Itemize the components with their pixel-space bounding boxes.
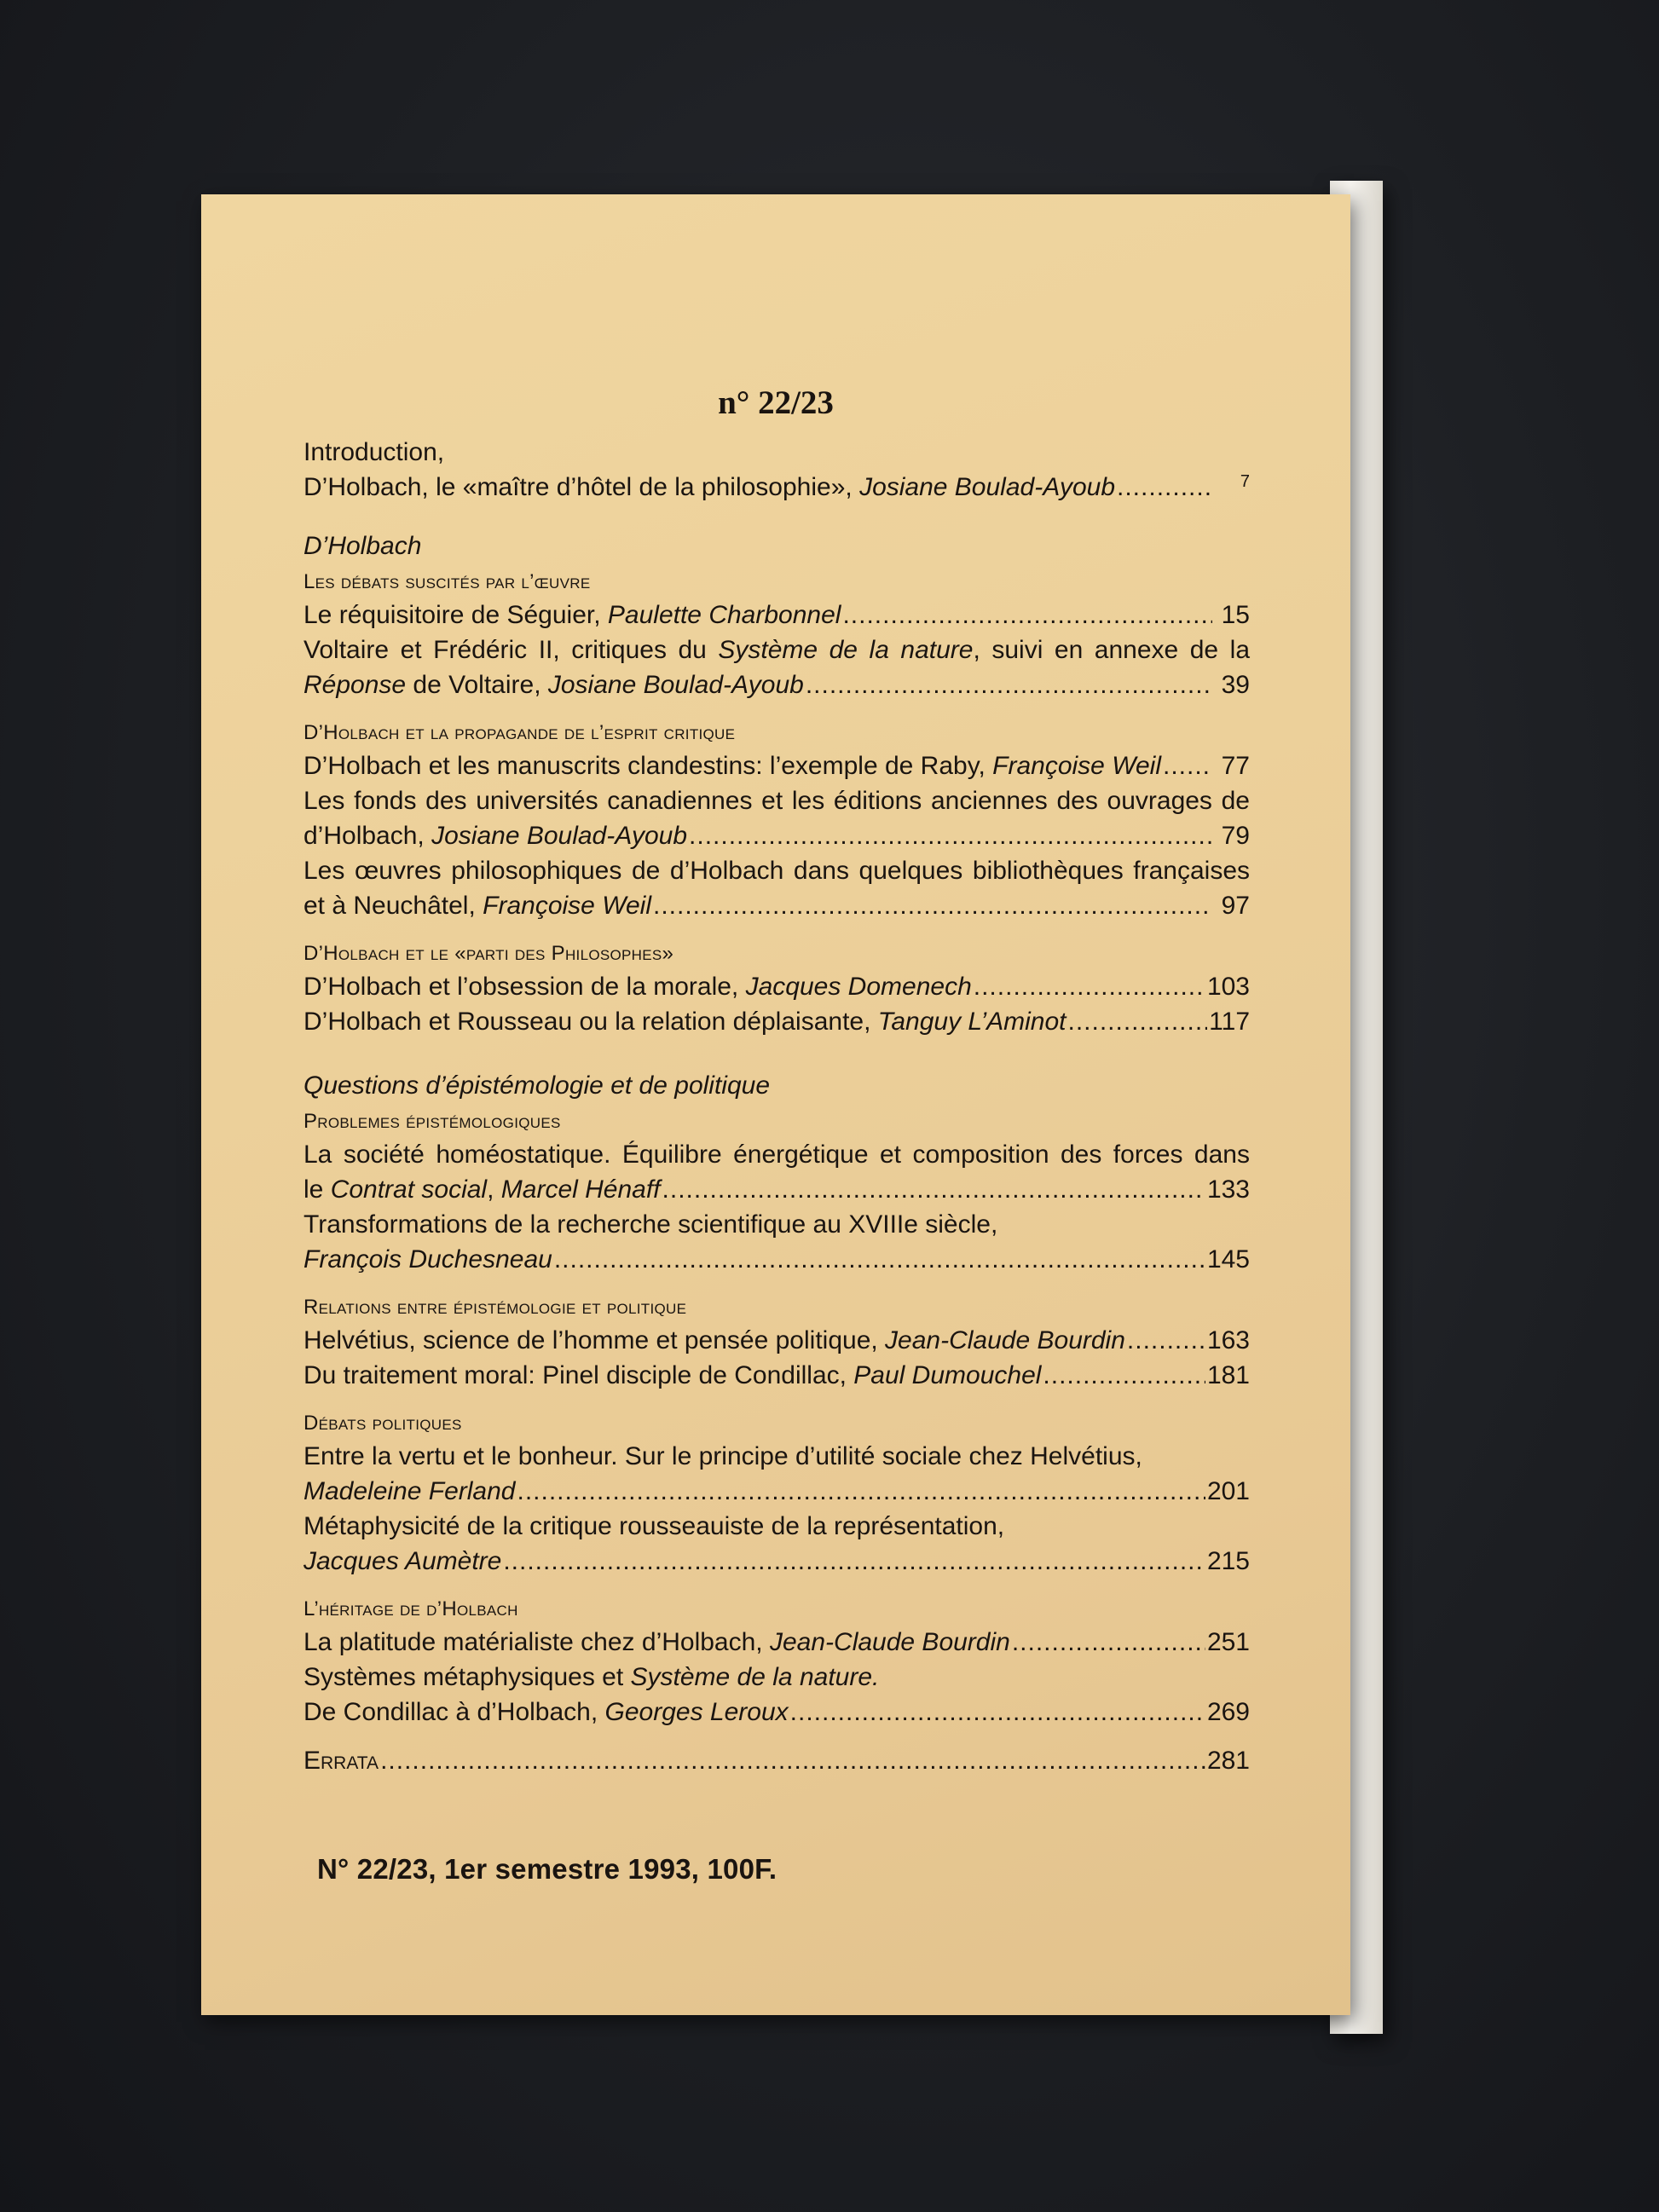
toc-entry <box>303 818 1250 853</box>
entry-author: Georges Leroux <box>604 1698 789 1726</box>
leader-dots <box>1117 470 1212 505</box>
leader-dots <box>503 1544 1205 1579</box>
toc-entry <box>303 1625 1250 1660</box>
subsection-heading: Relations entre épistémologie et politique <box>303 1296 687 1319</box>
leader-dots <box>1043 1358 1205 1393</box>
leader-dots <box>1012 1625 1205 1660</box>
page-number: 7 <box>1240 472 1250 491</box>
entry-author: François Duchesneau <box>303 1245 552 1273</box>
entry-title: Du traitement moral: Pinel disciple de Condillac, <box>303 1361 854 1389</box>
toc-entry-line: Les œuvres philosophiques de d’Holbach dans quelques bibliothèques françaises <box>303 857 1250 885</box>
entry-title: et à Neuchâtel, <box>303 892 483 920</box>
entry-title: De Condillac à d’Holbach, <box>303 1698 605 1726</box>
entry-author: Jacques Domenech <box>745 973 972 1001</box>
subsection-heading: Problemes épistémologiques <box>303 1110 561 1133</box>
table-of-contents <box>303 435 1250 1778</box>
work-title: Réponse <box>303 671 407 699</box>
toc-entry-line: Transformations de la recherche scientifique au XVIIIe siècle, <box>303 1210 998 1239</box>
entry-author: Josiane Boulad-Ayoub <box>859 473 1116 501</box>
issue-heading: n° 22/23 <box>718 384 834 421</box>
toc-entry: Réponse de Voltaire, Josiane Boulad-Ayoub ..... 39 <box>303 667 1250 702</box>
subsection-heading: D’Holbach et la propagande de l’esprit critique <box>303 721 736 744</box>
entry-author: Josiane Boulad-Ayoub <box>547 671 804 699</box>
page-number: 201 <box>1206 1477 1250 1505</box>
subsection-heading: Les débats suscités par l’œuvre <box>303 570 591 593</box>
entry-author: Jean-Claude Bourdin <box>769 1628 1010 1656</box>
entry-author: Françoise Weil <box>483 892 651 920</box>
page-number: 163 <box>1206 1326 1250 1354</box>
page-number: 103 <box>1206 973 1250 1001</box>
entry-author: Paulette Charbonnel <box>607 601 841 629</box>
page-number: 79 <box>1221 822 1250 850</box>
subsection-heading: D’Holbach et le «parti des Philosophes» <box>303 942 674 965</box>
subsection-heading: Débats politiques <box>303 1412 462 1435</box>
entry-title: Helvétius, science de l’homme et pensée politique, <box>303 1326 886 1354</box>
entry-author: Paul Dumouchel <box>853 1361 1042 1389</box>
work-title: Système de la nature <box>718 636 974 664</box>
leader-dots <box>517 1474 1205 1509</box>
page-number: 133 <box>1206 1175 1250 1204</box>
entry-title: D’Holbach et Rousseau ou la relation déplaisante, <box>303 1008 878 1036</box>
page-number: 117 <box>1209 1008 1250 1036</box>
toc-entry-line: Entre la vertu et le bonheur. Sur le principe d’utilité sociale chez Helvétius, <box>303 1442 1142 1470</box>
toc-entry <box>303 969 1250 1004</box>
toc-entry <box>303 888 1250 923</box>
entry-author: Jean-Claude Bourdin <box>885 1326 1125 1354</box>
entry-title: D’Holbach et les manuscrits clandestins: l’exemple de Raby, <box>303 752 993 780</box>
page-number: 145 <box>1206 1245 1250 1273</box>
leader-dots <box>653 888 1212 923</box>
entry-author: Madeleine Ferland <box>303 1477 516 1505</box>
toc-entry-line: Voltaire et Frédéric II, critiques du Système de la nature, suivi en annexe de la <box>303 636 1251 664</box>
page-number: 39 <box>1221 671 1250 699</box>
section-title: Questions d’épistémologie et de politique <box>303 1071 771 1100</box>
leader-dots <box>790 1695 1205 1730</box>
work-title: Contrat social <box>330 1175 488 1204</box>
page-number: 77 <box>1221 752 1250 780</box>
entry-title: d’Holbach, <box>303 822 432 850</box>
toc-entry <box>303 1544 1250 1579</box>
toc-intro-label: Introduction, <box>303 438 445 466</box>
page-number: 281 <box>1206 1747 1250 1775</box>
toc-entry-line: Systèmes métaphysiques et Système de la nature. <box>303 1663 880 1691</box>
leader-dots <box>662 1172 1205 1207</box>
page-number: 269 <box>1206 1698 1250 1726</box>
toc-entry: le Contrat social, Marcel Hénaff ..... 133 <box>303 1172 1250 1207</box>
toc-errata <box>303 1743 1250 1778</box>
toc-entry <box>303 1695 1250 1730</box>
entry-author: Jacques Aumètre <box>303 1547 502 1575</box>
leader-dots <box>689 818 1212 853</box>
entry-author: Marcel Hénaff <box>500 1175 661 1204</box>
book-back-cover <box>201 194 1350 2015</box>
page-number: 215 <box>1206 1547 1250 1575</box>
errata-label: Errata <box>303 1747 379 1775</box>
leader-dots <box>806 667 1212 702</box>
toc-entry-line: La société homéostatique. Équilibre énergétique et composition des forces dans <box>303 1141 1250 1169</box>
leader-dots <box>842 598 1212 632</box>
entry-title: D’Holbach, le «maître d’hôtel de la philosophie», <box>303 473 860 501</box>
leader-dots <box>554 1242 1205 1277</box>
section-title: D’Holbach <box>303 532 422 560</box>
leader-dots <box>1067 1004 1207 1039</box>
toc-entry <box>303 1474 1250 1509</box>
toc-entry <box>303 470 1250 505</box>
work-title: Système de la nature. <box>630 1663 880 1691</box>
toc-entry <box>303 1358 1250 1393</box>
entry-title: D’Holbach et l’obsession de la morale, <box>303 973 746 1001</box>
subsection-heading: L’héritage de d’Holbach <box>303 1597 518 1620</box>
toc-entry <box>303 1242 1250 1277</box>
toc-entry <box>303 1323 1250 1358</box>
page-number: 251 <box>1206 1628 1250 1656</box>
entry-author: Françoise Weil <box>992 752 1161 780</box>
entry-title: Le réquisitoire de Séguier, <box>303 601 608 629</box>
entry-title: La platitude matérialiste chez d’Holbach, <box>303 1628 770 1656</box>
toc-entry-line: Les fonds des universités canadiennes et les éditions anciennes des ouvrages de <box>303 787 1250 815</box>
toc-entry <box>303 598 1250 632</box>
entry-author: Josiane Boulad-Ayoub <box>431 822 688 850</box>
page-number: 97 <box>1221 892 1250 920</box>
toc-entry-line: Métaphysicité de la critique rousseauiste de la représentation, <box>303 1512 1005 1540</box>
toc-entry <box>303 1004 1250 1039</box>
leader-dots <box>1163 748 1212 783</box>
toc-entry <box>303 748 1250 783</box>
page-number: 15 <box>1221 601 1250 629</box>
leader-dots <box>1127 1323 1205 1358</box>
issue-price-note: N° 22/23, 1er semestre 1993, 100F. <box>317 1853 777 1885</box>
leader-dots <box>380 1743 1205 1778</box>
entry-author: Tanguy L’Aminot <box>877 1008 1066 1036</box>
page-number: 181 <box>1206 1361 1250 1389</box>
leader-dots <box>974 969 1205 1004</box>
